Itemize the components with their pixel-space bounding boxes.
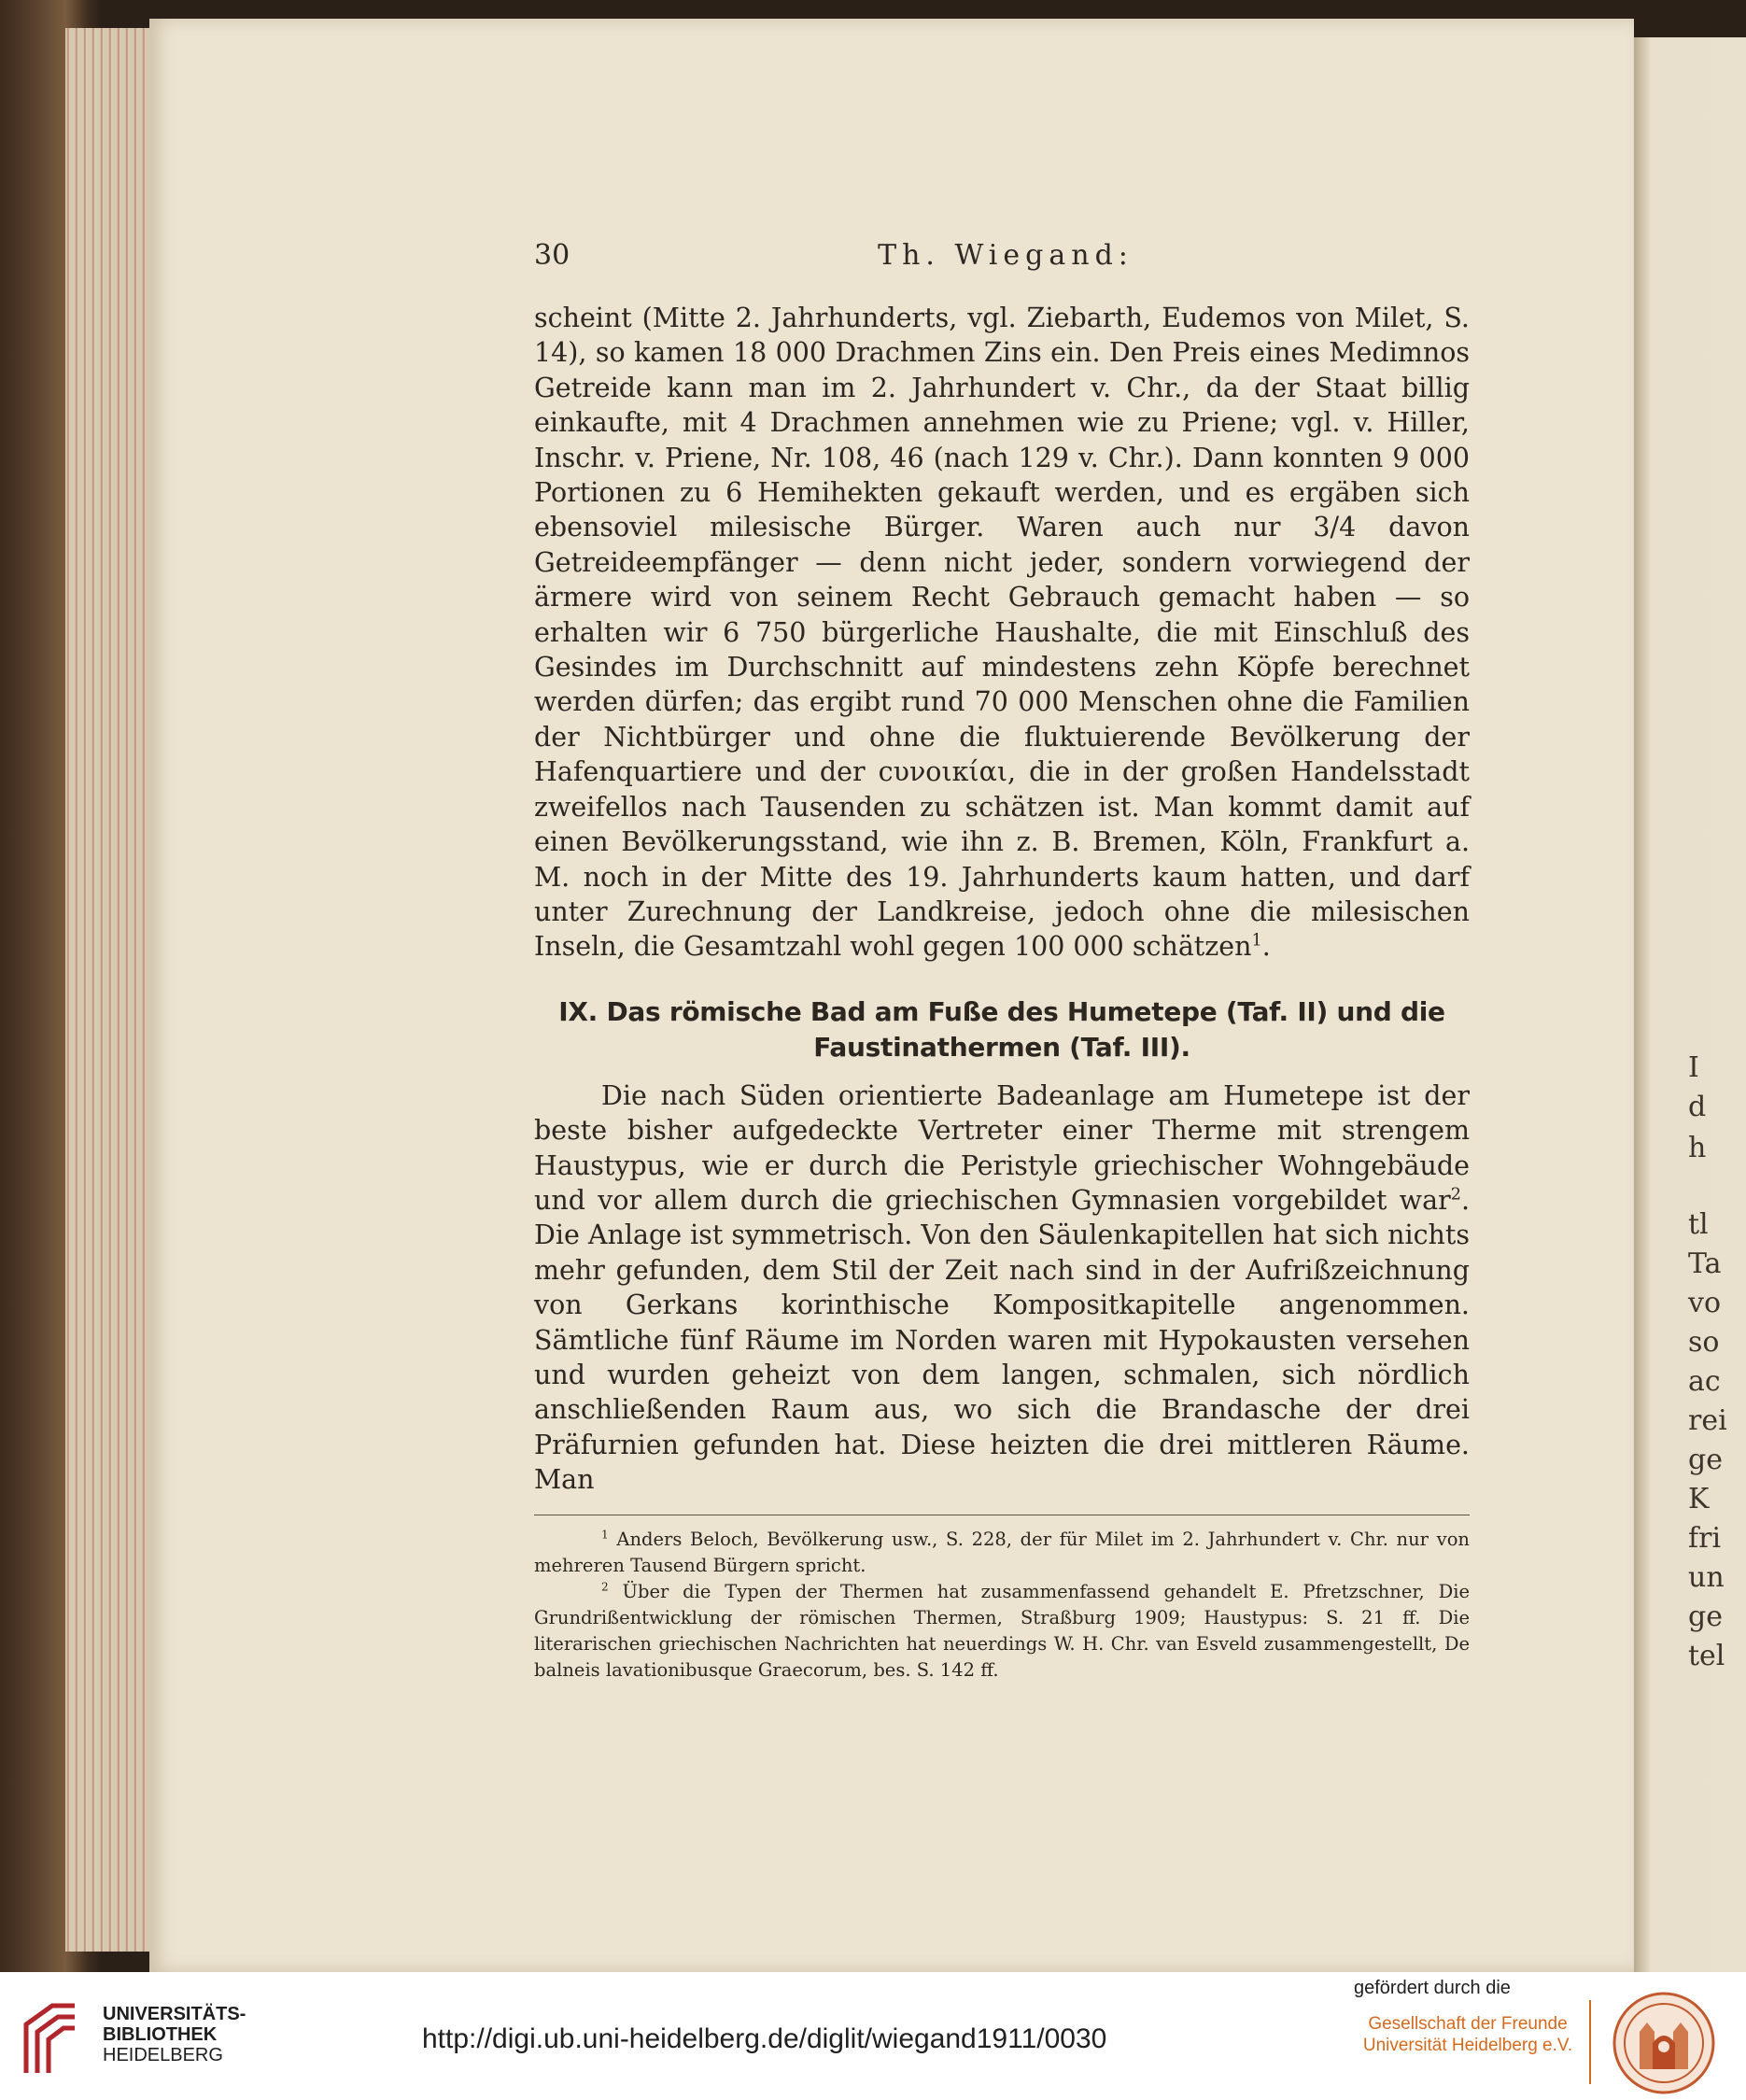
facing-page-fragment: un [1688,1561,1725,1594]
university-seal-icon [1612,1991,1716,2095]
footnote-ref[interactable]: 1 [1251,931,1262,951]
facing-page-fragment: h [1688,1132,1707,1164]
facing-page-fragment: tel [1688,1640,1725,1672]
sponsor-divider [1589,2000,1591,2084]
library-name[interactable]: UNIVERSITÄTS- BIBLIOTHEK HEIDELBERG [103,2004,246,2065]
sponsor-name[interactable]: Gesellschaft der Freunde Universität Heidelberg e.V. [1362,2014,1573,2055]
page-number: 30 [534,239,570,272]
permalink-url[interactable]: http://digi.ub.uni-heidelberg.de/diglit/wiegand1911/0030 [422,2023,1107,2054]
facing-page-fragment: so [1688,1326,1720,1359]
facing-page-fragment: ge [1688,1444,1723,1476]
library-logo-icon[interactable] [17,2000,82,2077]
running-head: Th. Wiegand: [878,239,1133,272]
footnote: $^2$ Über die Typen der Thermen hat zusammenfassend gehandelt E. Pfretzschner, Die Grundrißentwicklung der römischen Thermen, Straßburg 1909; Haustypus: S. 21 ff. Die literarischen griechischen Nachrichten hat neuerdings W. H. Chr. van Esveld zusammengestellt, De balneis lavationibusque Graecorum, bes. S. 142 ff. [534,1580,1470,1681]
footnotes [534,1527,1470,1684]
footnote-ref[interactable]: 2 [1450,1185,1461,1205]
section-heading: IX. Das römische Bad am Fuße des Humetepe (Taf. II) und die Faustinathermen (Taf. III). [558,995,1445,1063]
facing-page-fragment: ac [1688,1365,1721,1398]
facing-page-fragment: fri [1688,1522,1722,1555]
facing-page-edge [1634,37,1746,1972]
facing-page-fragment: K [1688,1483,1710,1515]
page-header [534,239,1477,276]
facing-page-fragment: I [1688,1051,1699,1084]
facing-page-fragment: rei [1688,1404,1727,1437]
sponsor-label: gefördert durch die [1354,1978,1511,1998]
facing-page-fragment: Ta [1688,1247,1722,1280]
facing-page-fragment: ge [1688,1600,1723,1633]
footnote-mark: 1 [601,1528,609,1542]
facing-page-fragment: vo [1688,1287,1722,1319]
page-edges [65,28,159,1952]
paragraph: scheint (Mitte 2. Jahrhunderts, vgl. Ziebarth, Eudemos von Milet, S. 14), so kamen 18 000 Drachmen Zins ein. Den Preis eines Medimnos Getreide kann man im 2. Jahrhundert v. Chr., da der Staat billig einkaufte, mit 4 Drachmen annehmen wie zu Priene; vgl. v. Hiller, Inschr. v. Priene, Nr. 108, 46 (nach 129 v. Chr.). Dann konnten 9 000 Portionen zu 6 Hemihekten gekauft werden, und es ergäben sich ebensoviel milesische Bürger. Waren auch nur 3/4 davon Getreideempfänger — denn nicht jeder, sondern vorwiegend der ärmere wird von seinem Recht Gebrauch gemacht haben — so erhalten wir 6 750 bürgerliche Haushalte, die mit Einschluß des Gesindes im Durchschnitt auf mindestens zehn Köpfe berechnet werden dürfen; das ergibt rund 70 000 Menschen ohne die Familien der Nichtbürger und ohne die fluktuierende Bevölkerung der Hafenquartiere und der ϲυνοικίαι, die in der großen Handelsstadt zweifellos nach Tausenden zu schätzen ist. Man kommt damit auf einen Bevölkerungsstand, wie ihn z. B. Bremen, Köln, Frankfurt a. M. noch in der Mitte des 19. Jahrhunderts kaum hatten, und darf unter Zurechnung der Landkreise, jedoch ohne die milesischen Inseln, die Gesamtzahl wohl gegen 100 000 schätzen$^1$. [534,303,1470,963]
main-text [534,301,1470,1684]
facing-page-fragment: tl [1688,1208,1709,1241]
footnote: $^1$ Anders Beloch, Bevölkerung usw., S. 228, der für Milet im 2. Jahrhundert v. Chr. nur von mehreren Tausend Bürgern spricht. [534,1528,1470,1576]
paragraph: Die nach Süden orientierte Badeanlage am Humetepe ist der beste bisher aufgedeckte Vertreter einer Therme mit strengem Haustypus, wie er durch die Peristyle griechischer Wohngebäude und vor allem durch die griechischen Gymnasien vorgebildet war$^2$. Die Anlage ist symmetrisch. Von den Säulenkapitellen hat sich nichts mehr gefunden, dem Stil der Zeit nach sind in der Aufrißzeichnung von Gerkans korinthische Kompositkapitelle angenommen. Sämtliche fünf Räume im Norden waren mit Hypokausten versehen und wurden geheizt von dem langen, schmalen, sich nördlich anschließenden Raum aus, wo sich die Brandasche der drei Präfurnien gefunden hat. Diese heizten die drei mittleren Räume. Man [534,1079,1470,1496]
footnote-mark: 2 [601,1580,609,1594]
footer-bar [0,1972,1746,2100]
facing-page-fragment: d [1688,1091,1707,1123]
